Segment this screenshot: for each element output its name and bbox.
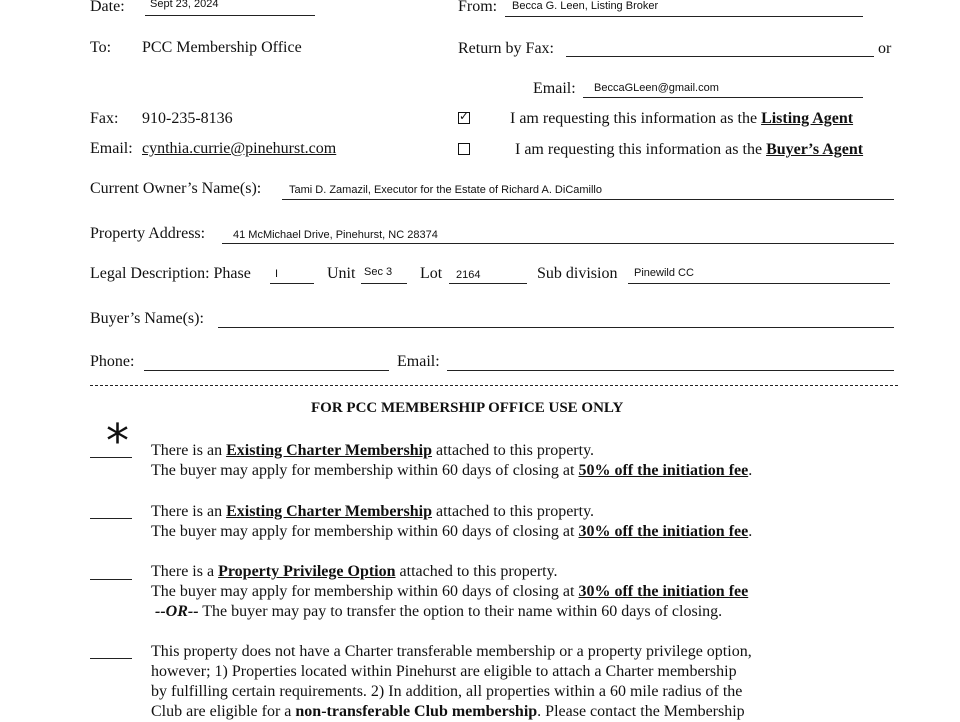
date-line [145, 15, 315, 16]
subdivision-line [628, 283, 890, 284]
phone-line[interactable] [144, 370, 389, 371]
option-3-text [151, 562, 748, 622]
option-2-text [151, 502, 752, 542]
date-value[interactable]: Sept 23, 2024 [150, 0, 219, 10]
office-email-label: Email: [90, 140, 133, 157]
lot-line [449, 283, 527, 284]
option-2-line2-start: The buyer may apply for membership within 60 days of closing at [151, 523, 579, 540]
option-4-line3: by fulfilling certain requirements. 2) In addition, all properties within a 60 mile radius of the [151, 683, 743, 700]
option-4-blank[interactable] [90, 658, 132, 659]
option-3-line3: The buyer may pay to transfer the option to their name within 60 days of closing. [198, 603, 723, 620]
agent-email-line [583, 97, 863, 98]
option-1-discount: 50% off the initiation fee [578, 462, 749, 479]
from-value[interactable]: Becca G. Leen, Listing Broker [512, 0, 659, 12]
address-line [222, 243, 894, 244]
option-2-highlight: Existing Charter Membership [226, 503, 432, 520]
subdivision-label: Sub division [537, 265, 618, 282]
listing-agent-role: Listing Agent [761, 110, 854, 127]
to-value: PCC Membership Office [142, 39, 302, 56]
buyer-agent-role: Buyer’s Agent [766, 141, 864, 158]
buyer-agent-option [515, 141, 863, 159]
option-1-line2-start: The buyer may apply for membership within 60 days of closing at [151, 462, 579, 479]
option-2-line1-start: There is an [151, 503, 227, 520]
owner-value[interactable]: Tami D. Zamazil, Executor for the Estate of Richard A. DiCamillo [289, 184, 602, 196]
owner-label: Current Owner’s Name(s): [90, 180, 262, 197]
option-2-discount: 30% off the initiation fee [578, 523, 749, 540]
option-1-highlight: Existing Charter Membership [226, 442, 432, 459]
option-1-line1-start: There is an [151, 442, 227, 459]
option-3-highlight: Property Privilege Option [218, 563, 396, 580]
option-1-text [151, 441, 752, 481]
option-3-line1-start: There is a [151, 563, 219, 580]
buyer-agent-checkbox[interactable] [458, 141, 470, 159]
buyer-agent-text: I am requesting this information as the [515, 141, 763, 158]
option-2-line2-end: . [748, 523, 753, 540]
phase-value[interactable]: I [275, 268, 279, 280]
address-label: Property Address: [90, 225, 206, 242]
unit-line [361, 283, 407, 284]
legal-label: Legal Description: Phase [90, 265, 251, 282]
option-4-text [151, 642, 752, 722]
address-value[interactable]: 41 McMichael Drive, Pinehurst, NC 28374 [233, 229, 438, 241]
listing-agent-checkbox[interactable] [458, 110, 470, 128]
return-fax-label: Return by Fax: [458, 40, 554, 57]
unit-label: Unit [327, 265, 356, 282]
date-label: Date: [90, 0, 125, 15]
return-fax-line[interactable] [566, 56, 874, 57]
option-4-line2: however; 1) Properties located within Pinehurst are eligible to attach a Charter membership [151, 663, 737, 680]
phase-line [270, 283, 314, 284]
agent-email-value[interactable]: BeccaGLeen@gmail.com [594, 82, 719, 94]
option-1-line2-end: . [748, 462, 753, 479]
buyer-name-label: Buyer’s Name(s): [90, 310, 204, 327]
option-3-or: --OR-- [155, 603, 199, 620]
option-4-line1: This property does not have a Charter transferable membership or a property privilege option, [151, 643, 752, 660]
lot-label: Lot [420, 265, 443, 282]
section-divider [90, 385, 898, 386]
lot-value[interactable]: 2164 [456, 269, 481, 281]
option-4-line4-start: Club are eligible for a [151, 703, 296, 720]
option-3-line2-start: The buyer may apply for membership within 60 days of closing at [151, 583, 579, 600]
listing-agent-text: I am requesting this information as the [510, 110, 758, 127]
option-4-line4-end: . Please contact the Membership [537, 703, 745, 720]
to-label: To: [90, 39, 112, 56]
option-2-blank[interactable] [90, 518, 132, 519]
owner-line [282, 199, 894, 200]
office-email-value[interactable]: cynthia.currie@pinehurst.com [142, 140, 337, 157]
option-1-line1-end: attached to this property. [432, 442, 595, 459]
unit-value[interactable]: Sec 3 [364, 266, 393, 278]
phone-label: Phone: [90, 353, 135, 370]
or-text: or [878, 40, 892, 57]
option-3-line1-end: attached to this property. [395, 563, 558, 580]
buyer-email-label: Email: [397, 353, 440, 370]
from-label: From: [458, 0, 498, 15]
listing-agent-option [510, 110, 853, 128]
agent-email-label: Email: [533, 80, 576, 97]
handwritten-mark-icon: * [106, 414, 129, 468]
office-use-heading: FOR PCC MEMBERSHIP OFFICE USE ONLY [311, 400, 624, 416]
buyer-email-line[interactable] [447, 370, 894, 371]
option-1-blank[interactable] [90, 457, 132, 458]
buyer-name-line[interactable] [218, 327, 894, 328]
option-4-highlight: non-transferable Club membership [295, 703, 538, 720]
option-3-discount: 30% off the initiation fee [578, 583, 749, 600]
option-2-line1-end: attached to this property. [432, 503, 595, 520]
subdivision-value[interactable]: Pinewild CC [634, 267, 694, 279]
fax-value: 910-235-8136 [142, 110, 233, 127]
check-mark-icon: ✓ [459, 109, 470, 123]
fax-label: Fax: [90, 110, 119, 127]
option-3-blank[interactable] [90, 579, 132, 580]
from-line [505, 16, 863, 17]
